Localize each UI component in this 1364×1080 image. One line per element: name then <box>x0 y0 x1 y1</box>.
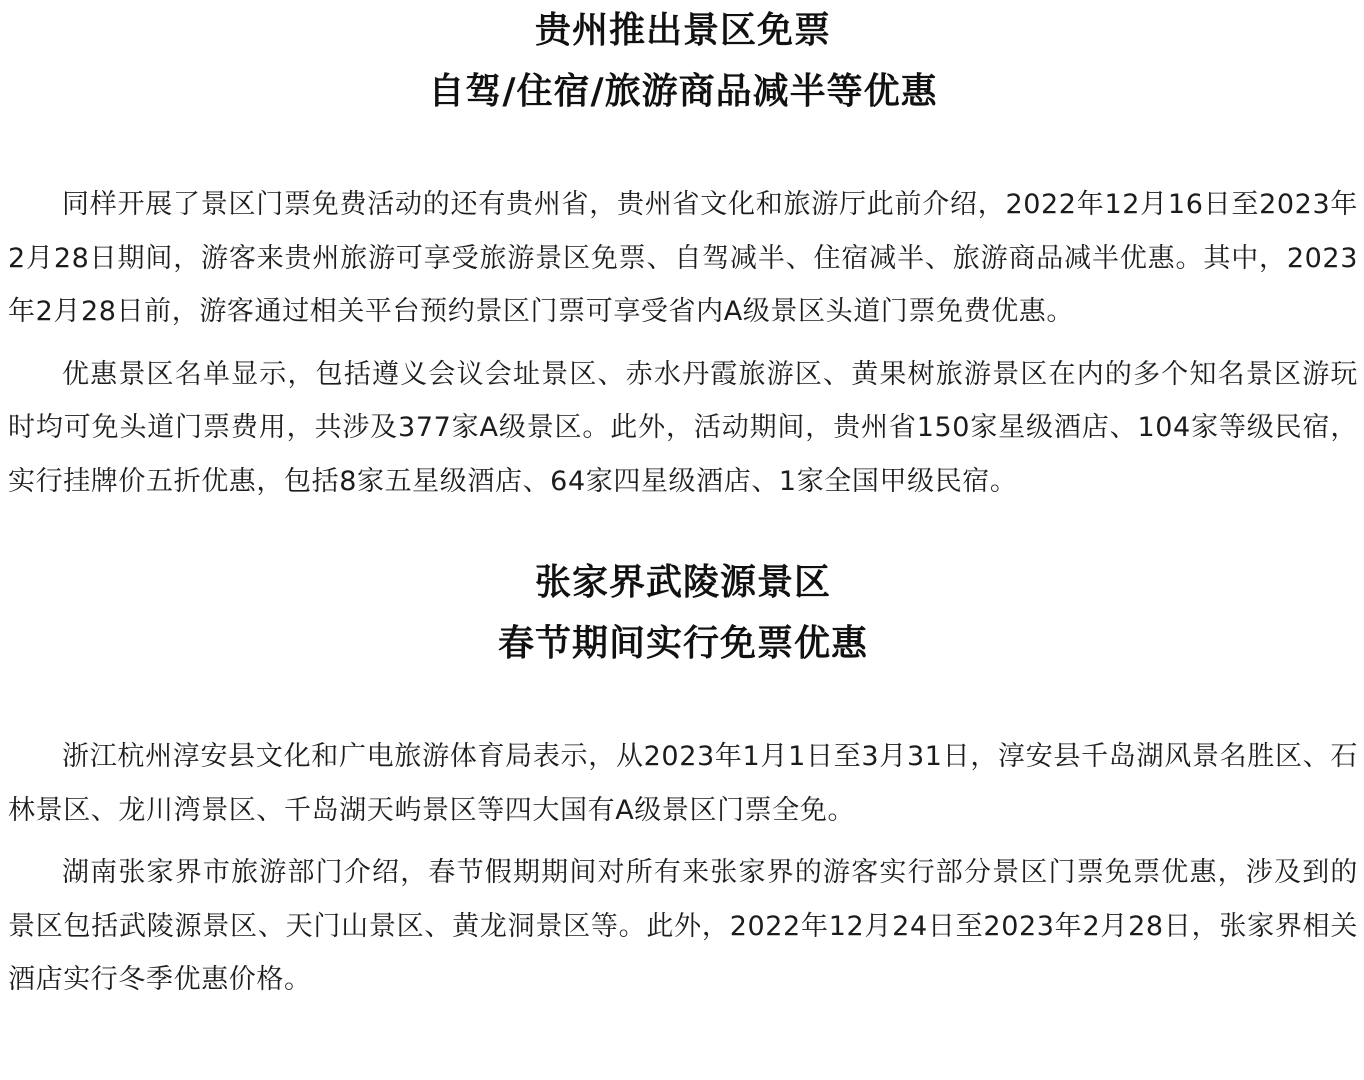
section-guizhou <box>8 0 1358 508</box>
paragraph: 湖南张家界市旅游部门介绍，春节假期期间对所有来张家界的游客实行部分景区门票免票优惠，涉及到的景区包括武陵源景区、天门山景区、黄龙洞景区等。此外，2022年12月24日至2023年2月28日，张家界相关酒店实行冬季优惠价格。 <box>8 857 1358 995</box>
section-body <box>8 730 1358 1007</box>
section-heading <box>8 0 1358 122</box>
section-zhangjiajie <box>8 552 1358 1007</box>
heading-line-2: 自驾/住宿/旅游商品减半等优惠 <box>428 71 938 112</box>
section-body <box>8 178 1358 508</box>
paragraph: 浙江杭州淳安县文化和广电旅游体育局表示，从2023年1月1日至3月31日，淳安县千岛湖风景名胜区、石林景区、龙川湾景区、千岛湖天屿景区等四大国有A级景区门票全免。 <box>8 741 1358 826</box>
heading-line-1: 贵州推出景区免票 <box>534 10 831 51</box>
paragraph: 同样开展了景区门票免费活动的还有贵州省，贵州省文化和旅游厅此前介绍，2022年12月16日至2023年2月28日期间，游客来贵州旅游可享受旅游景区免票、自驾减半、住宿减半、旅游商品减半优惠。其中，2023年2月28日前，游客通过相关平台预约景区门票可享受省内A级景区头道门票免费优惠。 <box>8 189 1358 327</box>
heading-line-1: 张家界武陵源景区 <box>534 562 831 603</box>
paragraph: 优惠景区名单显示，包括遵义会议会址景区、赤水丹霞旅游区、黄果树旅游景区在内的多个知名景区游玩时均可免头道门票费用，共涉及377家A级景区。此外，活动期间，贵州省150家星级酒店、104家等级民宿，实行挂牌价五折优惠，包括8家五星级酒店、64家四星级酒店、1家全国甲级民宿。 <box>8 358 1358 497</box>
section-heading <box>8 552 1358 674</box>
heading-line-2: 春节期间实行免票优惠 <box>497 623 868 664</box>
